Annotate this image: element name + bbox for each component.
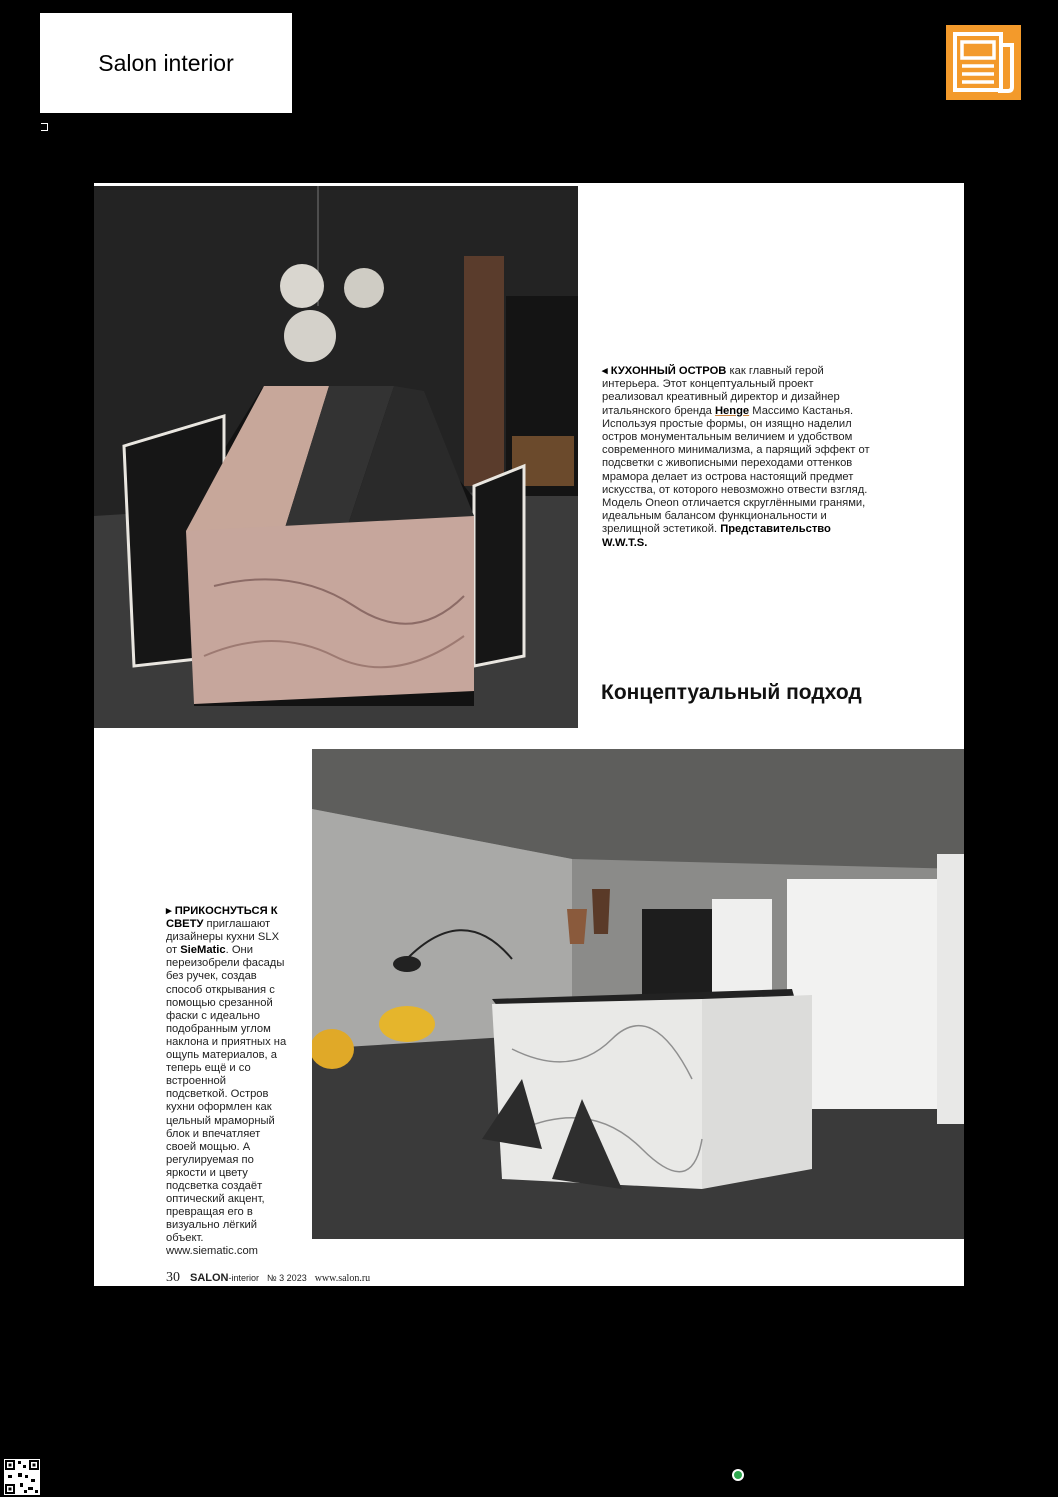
photo-siematic-kitchen [312, 749, 964, 1239]
page-footer [166, 1270, 370, 1286]
siematic-caption-text-1: приглашают дизайнеры кухни SLX от [166, 918, 280, 957]
henge-caption-text-2: Массимо Кастанья. Используя простые формы, он изящно наделил остров монументальным величием и удобством современного минимализма, а парящий эффект от подсветки с живописными переходами оттенков мрамора делает из острова настоящий предмет искусства, от которого невозможно отвести взгляд. Модель Oneon отличается скруглёнными гранями, идеальным балансом функциональности и зрелищной эстетикой. [602, 404, 870, 536]
henge-caption [602, 365, 872, 550]
publisher-label-box [40, 13, 292, 113]
siematic-url-link[interactable]: www.siematic.com [166, 1245, 259, 1258]
publisher-name: Salon interior [98, 49, 234, 76]
newspaper-icon[interactable] [946, 25, 1021, 100]
article-headline: Концептуальный подход [601, 681, 862, 704]
status-dot-icon [731, 1468, 745, 1482]
qr-code-icon[interactable] [4, 1459, 40, 1495]
issue-number: № 3 2023 [267, 1273, 307, 1283]
corner-mark [41, 123, 48, 131]
magazine-name-sub: -interior [228, 1273, 260, 1283]
photo2-illustration [312, 749, 964, 1239]
henge-caption-credit: Представительство W.W.T.S. [602, 523, 831, 549]
siematic-caption [166, 905, 288, 1259]
magazine-site[interactable]: www.salon.ru [314, 1273, 371, 1284]
magazine-name: SALON [190, 1272, 229, 1284]
photo1-illustration [94, 186, 578, 728]
page-number: 30 [166, 1270, 180, 1285]
henge-caption-text-1: как главный герой интерьера. Этот концептуальный проект реализовал креативный директор и дизайнер итальянского бренда [602, 365, 840, 417]
henge-caption-lead: ◂ КУХОННЫЙ ОСТРОВ [602, 365, 727, 377]
siematic-caption-lead: ▸ ПРИКОСНУТЬСЯ К СВЕТУ [166, 905, 278, 931]
siematic-caption-text-2: . Они переизобрели фасады без ручек, создав способ открывания с помощью срезанной фаски с идеально подобранным углом наклона и приятных на ощупь материалов, а теперь ещё и со встроенной подсветкой. Остров кухни оформлен как цельный мраморный блок и впечатляет своей мощью. А регулируемая по яркости и цвету подсветка создаёт оптический акцент, превращая его в визуально лёгкий объект. [166, 944, 287, 1245]
henge-brand-link[interactable]: Henge [714, 404, 750, 417]
siematic-brand: SieMatic [180, 944, 226, 957]
magazine-page [94, 183, 964, 1286]
photo-henge-kitchen-island [94, 186, 578, 728]
